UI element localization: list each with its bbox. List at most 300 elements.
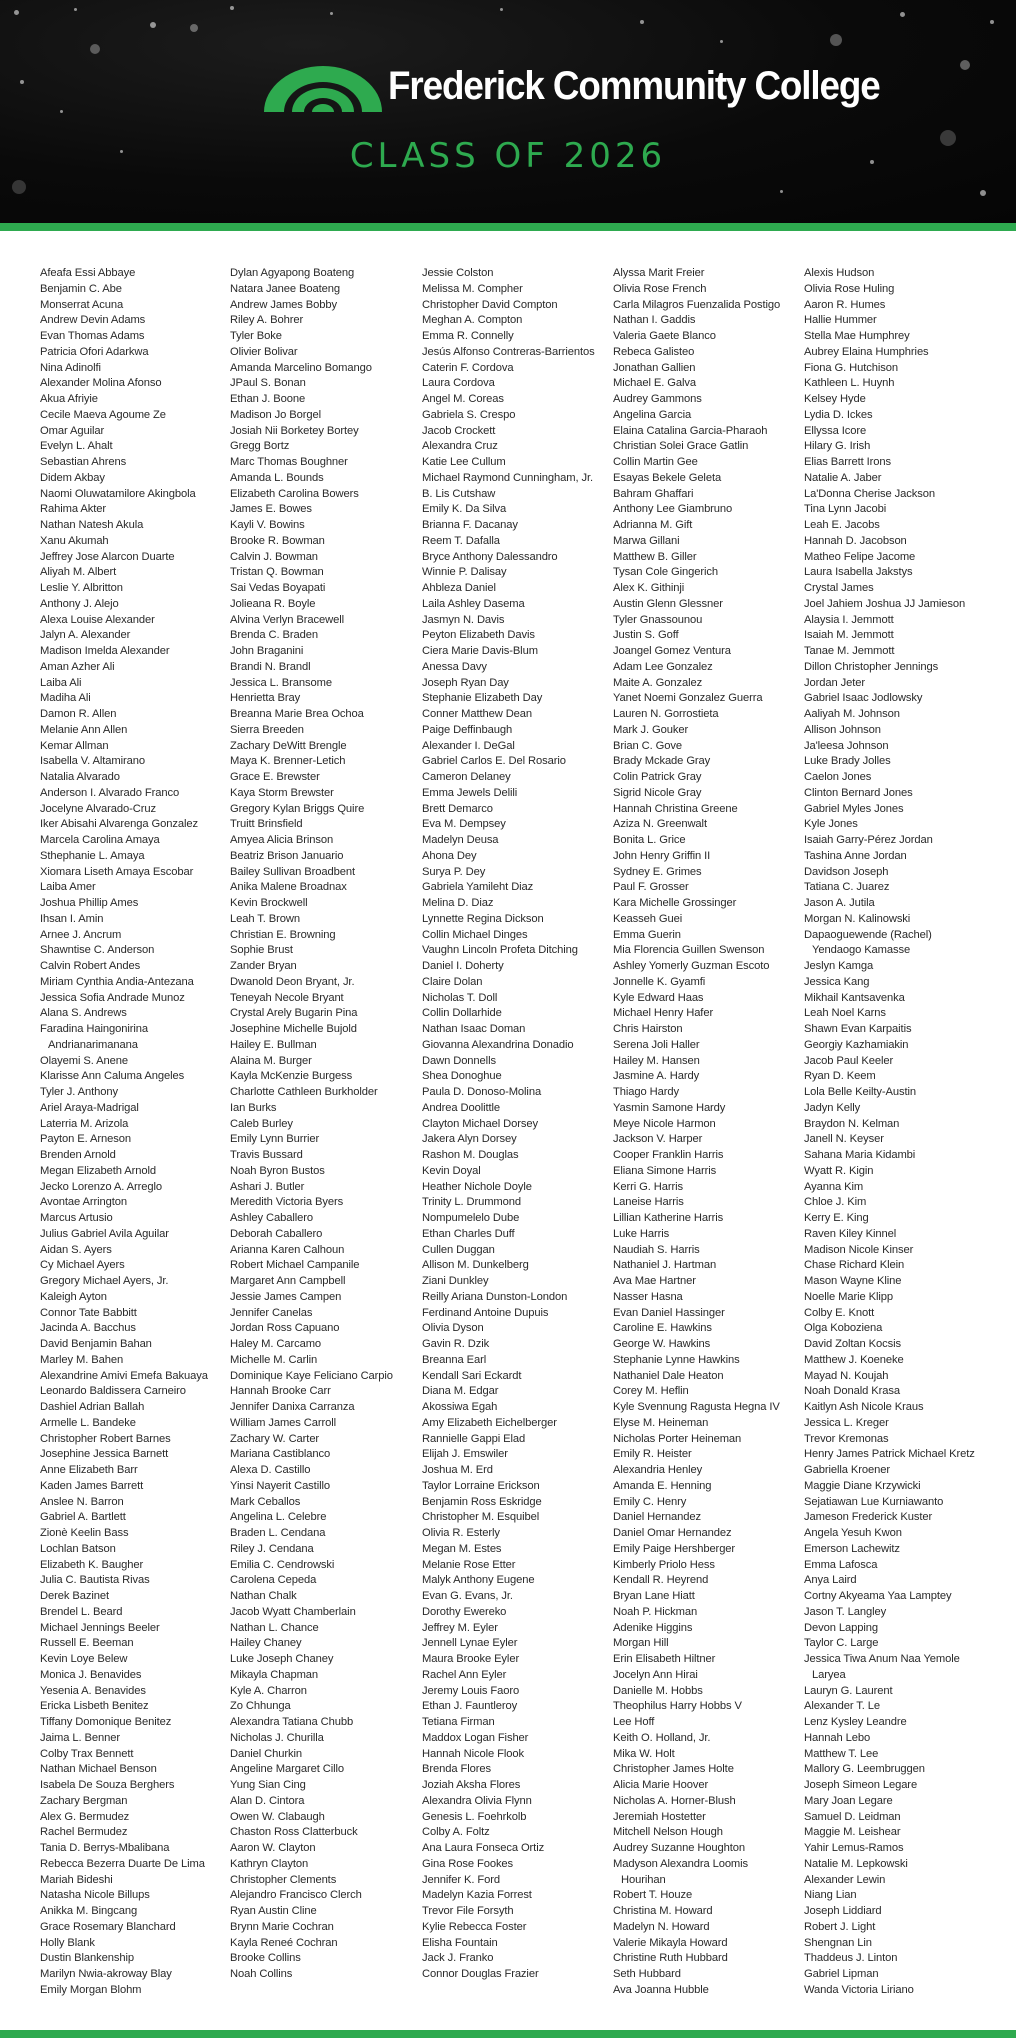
graduate-name: Yesenia A. Benavides (40, 1684, 146, 1697)
graduate-name: Holly Blank (40, 1936, 95, 1949)
graduate-name: Lochlan Batson (40, 1542, 116, 1555)
graduate-name: Luke Brady Jolles (804, 755, 891, 768)
graduate-name: Anderson I. Alvarado Franco (40, 786, 180, 799)
graduate-name: Benjamin Ross Eskridge (422, 1495, 542, 1508)
graduate-name: Isaiah M. Jemmott (804, 629, 894, 642)
graduate-name: Akua Afriyie (40, 393, 98, 405)
graduate-name: Gregory Michael Ayers, Jr. (40, 1275, 169, 1287)
graduate-name: Tania D. Berrys-Mbalibana (40, 1842, 170, 1854)
graduate-name: Laiba Amer (40, 881, 96, 894)
graduate-name: Ihsan I. Amin (40, 912, 104, 925)
graduate-name: Gabriel Carlos E. Del Rosario (422, 755, 566, 768)
graduate-name: Christine Ruth Hubbard (613, 1952, 728, 1965)
graduate-name: Michelle M. Carlin (230, 1353, 318, 1366)
graduate-name: Zachary W. Carter (230, 1432, 320, 1445)
graduate-name: Leah E. Jacobs (804, 519, 880, 531)
graduate-name: Audrey Suzanne Houghton (613, 1842, 746, 1854)
graduate-name: Crystal Arely Bugarin Pina (230, 1007, 358, 1020)
graduate-name: Brenda C. Braden (230, 629, 318, 642)
graduate-name: Colby E. Knott (804, 1306, 875, 1319)
graduate-name: Alana S. Andrews (40, 1007, 127, 1020)
graduate-name: Tina Lynn Jacobi (804, 503, 887, 516)
graduate-name: Nathan I. Gaddis (613, 314, 696, 327)
graduate-name: Eva M. Dempsey (422, 818, 506, 831)
graduate-name: Jeremy Louis Faoro (422, 1684, 520, 1697)
graduate-name: Tetiana Firman (422, 1716, 495, 1728)
graduate-name: Madyson Alexandra Loomis (613, 1857, 749, 1870)
graduate-name: Danielle M. Hobbs (613, 1684, 703, 1697)
graduate-name: Dillon Christopher Jennings (804, 660, 939, 673)
graduate-name: Madelyn Deusa (422, 834, 499, 846)
graduate-name: Davidson Joseph (804, 865, 889, 878)
graduate-name: Trevor Kremonas (804, 1432, 889, 1445)
graduate-name: Jessie Colston (422, 267, 494, 279)
graduate-name: Jason A. Jutila (804, 897, 875, 909)
graduate-name: Sthephanie L. Amaya (40, 849, 145, 862)
graduate-name: Wanda Victoria Liriano (804, 1983, 914, 1996)
graduate-name: Michael E. Galva (613, 377, 696, 390)
graduate-name: Dorothy Ewereko (422, 1605, 507, 1618)
graduate-name: Rashon M. Douglas (422, 1149, 519, 1161)
graduate-name: Luke Joseph Chaney (230, 1653, 334, 1665)
graduate-name: Emilia C. Cendrowski (230, 1558, 335, 1571)
graduate-name: Alexa Louise Alexander (40, 613, 155, 626)
graduate-name: Brian C. Gove (613, 739, 682, 752)
graduate-name: Amanda E. Henning (613, 1479, 712, 1492)
graduate-name: Diana M. Edgar (422, 1385, 499, 1398)
graduate-name: Alexandria Henley (613, 1464, 703, 1476)
graduate-name: Chloe J. Kim (804, 1196, 867, 1209)
graduate-name: Nicholas T. Doll (422, 991, 498, 1004)
graduate-name: Angel M. Coreas (422, 393, 504, 405)
graduate-name: Olayemi S. Anene (40, 1054, 128, 1067)
graduate-name: Nathaniel Dale Heaton (613, 1369, 724, 1382)
graduate-name: Elisha Fountain (422, 1936, 498, 1949)
graduate-name: Hailey M. Hansen (613, 1054, 700, 1067)
graduate-name: James E. Bowes (230, 503, 312, 516)
graduate-name: Madiha Ali (40, 692, 91, 705)
graduate-name: Jasmine A. Hardy (613, 1070, 700, 1083)
graduate-name: Evan Thomas Adams (40, 330, 145, 342)
graduate-name: Joshua Phillip Ames (40, 897, 139, 909)
graduate-name: George W. Hawkins (613, 1338, 711, 1350)
graduate-name: Aliyah M. Albert (40, 566, 117, 579)
graduate-name: Mary Joan Legare (804, 1794, 893, 1807)
graduate-name: Mallory G. Leembruggen (804, 1763, 925, 1776)
graduate-name: Zander Bryan (230, 960, 297, 972)
graduate-name: Jacob Paul Keeler (804, 1054, 894, 1067)
graduate-name: Ava Joanna Hubble (613, 1983, 709, 1996)
graduate-name: Brendel L. Beard (40, 1605, 123, 1618)
graduate-name: Jocelyn Ann Hirai (613, 1668, 698, 1681)
graduate-name: Jalyn A. Alexander (40, 629, 131, 642)
graduate-name: Kerri G. Harris (613, 1180, 683, 1193)
graduate-name: Dylan Agyapong Boateng (230, 267, 355, 279)
graduate-name: Evan Daniel Hassinger (613, 1306, 725, 1319)
graduate-name: Dawn Donnells (422, 1054, 496, 1067)
graduate-name: Zionè Keelin Bass (40, 1527, 129, 1539)
graduate-name: Arianna Karen Calhoun (230, 1243, 345, 1256)
graduate-name: Brenden Arnold (40, 1149, 116, 1161)
graduate-name: Isabella V. Altamirano (40, 755, 145, 768)
graduate-name: Cullen Duggan (422, 1243, 495, 1256)
graduate-name: Ethan J. Boone (230, 393, 306, 405)
graduate-name: Tashina Anne Jordan (804, 849, 907, 862)
graduate-name: Erin Elisabeth Hiltner (613, 1653, 716, 1665)
rainbow-arc-logo-icon (262, 60, 384, 116)
graduate-name: Maite A. Gonzalez (613, 676, 703, 689)
graduate-name: Emma Guerin (613, 928, 681, 941)
graduate-name: Yinsi Nayerit Castillo (230, 1479, 330, 1492)
graduate-name: Jacob Crockett (422, 424, 496, 437)
graduate-name: Jessica L. Bransome (230, 676, 332, 689)
graduate-name: Tyler Gnassounou (613, 613, 703, 626)
graduate-name: Kimberly Priolo Hess (613, 1558, 715, 1571)
graduate-name: Michael Jennings Beeler (40, 1621, 160, 1634)
graduate-name: Laneise Harris (613, 1196, 684, 1209)
graduate-name: Georgiy Kazhamiakin (804, 1038, 909, 1051)
graduate-name: Haley M. Carcamo (230, 1338, 322, 1350)
graduate-name: Christopher Robert Barnes (40, 1432, 171, 1445)
graduate-name: Madelyn N. Howard (613, 1920, 710, 1933)
graduate-name: Marcus Artusio (40, 1212, 113, 1224)
graduate-name: Xanu Akumah (40, 534, 109, 547)
graduate-name: Rannielle Gappi Elad (422, 1432, 526, 1445)
graduate-name: Jessica Sofia Andrade Munoz (40, 991, 185, 1004)
graduate-name: Bonita L. Grice (613, 834, 686, 846)
graduate-name: Cooper Franklin Harris (613, 1149, 724, 1161)
graduate-name: Alaysia I. Jemmott (804, 613, 894, 626)
graduate-name: Kaitlyn Ash Nicole Kraus (804, 1401, 924, 1413)
graduate-name: Charlotte Cathleen Burkholder (230, 1086, 378, 1098)
graduate-name: Wyatt R. Kigin (804, 1164, 874, 1177)
graduate-name: Maggie Diane Krzywicki (804, 1479, 921, 1492)
graduate-name: Marley M. Bahen (40, 1353, 124, 1366)
name-column-1 (40, 266, 228, 1999)
graduate-name: John Henry Griffin II (613, 849, 711, 862)
graduate-name: Emma Jewels Delili (422, 786, 518, 799)
graduate-name: Braydon N. Kelman (804, 1117, 900, 1130)
graduate-name: Fiona G. Hutchison (804, 361, 898, 374)
graduate-name: David Benjamin Bahan (40, 1338, 152, 1350)
graduate-name: Kevin Doyal (422, 1164, 481, 1177)
graduate-name: Noelle Marie Klipp (804, 1290, 893, 1303)
graduate-name: Jacob Wyatt Chamberlain (230, 1605, 356, 1618)
graduate-name: Andrea Doolittle (422, 1101, 501, 1114)
graduate-name: Gabriel Lipman (804, 1968, 879, 1980)
graduate-name: Alexandra Cruz (422, 440, 498, 453)
graduate-name: Shawn Evan Karpaitis (804, 1023, 912, 1035)
graduate-name: Dapaoguewende (Rachel) (804, 928, 932, 941)
graduate-name: Eliana Simone Harris (613, 1164, 717, 1177)
graduate-name: Audrey Gammons (613, 393, 702, 405)
graduate-name: Nicholas Porter Heineman (613, 1432, 742, 1445)
graduate-name: Ericka Lisbeth Benitez (40, 1700, 149, 1713)
graduate-name: Kathryn Clayton (230, 1857, 309, 1870)
graduate-name: Natalie A. Jaber (804, 471, 882, 484)
graduate-name: Matthew B. Giller (613, 550, 697, 563)
graduate-name: Natasha Nicole Billups (40, 1889, 150, 1902)
graduate-name: Devon Lapping (804, 1621, 878, 1634)
graduate-name: Mariana Castiblanco (230, 1448, 331, 1461)
graduate-name: Anthony J. Alejo (40, 597, 119, 610)
graduate-name: Robert J. Light (804, 1920, 876, 1933)
graduate-name: Anslee N. Barron (40, 1495, 124, 1508)
graduate-name: Caroline E. Hawkins (613, 1322, 712, 1335)
graduate-name: Joseph Simeon Legare (804, 1779, 918, 1791)
graduate-name: Jessica L. Kreger (804, 1416, 889, 1429)
graduate-name: Miriam Cynthia Andia-Antezana (40, 975, 194, 988)
footer-divider (0, 2030, 1016, 2038)
graduate-name: Connor Tate Babbitt (40, 1306, 137, 1319)
graduate-name: Sierra Breeden (230, 723, 304, 736)
graduate-name: Ana Laura Fonseca Ortiz (422, 1842, 545, 1854)
graduate-name: Kyle Edward Haas (613, 991, 704, 1004)
graduate-name: Ja'leesa Johnson (804, 739, 889, 752)
graduate-name: Deborah Caballero (230, 1227, 323, 1240)
graduate-name: Melanie Rose Etter (422, 1558, 516, 1571)
graduate-name: Allison M. Dunkelberg (422, 1259, 529, 1272)
graduate-name: Carla Milagros Fuenzalida Postigo (613, 298, 781, 311)
graduate-name: Alexander T. Le (804, 1700, 881, 1713)
graduate-name: Jennell Lynae Eyler (422, 1637, 518, 1650)
graduate-name: Laiba Ali (40, 676, 82, 689)
graduate-name: Madison Imelda Alexander (40, 645, 170, 657)
graduate-name: Anessa Davy (422, 660, 487, 673)
graduate-name: Kaya Storm Brewster (230, 786, 334, 799)
graduate-name: Samuel D. Leidman (804, 1810, 901, 1823)
graduate-name: Breanna Marie Brea Ochoa (230, 708, 364, 720)
college-logo (262, 56, 880, 116)
graduate-name: Laryea (812, 1668, 846, 1681)
name-column-3 (422, 266, 610, 1983)
graduate-name: Natalie M. Lepkowski (804, 1857, 908, 1870)
graduate-name: Nathan Isaac Doman (422, 1023, 526, 1035)
graduate-name: Gabriel Myles Jones (804, 802, 904, 815)
graduate-name: Zachary Bergman (40, 1794, 128, 1807)
graduate-name: Olivia R. Esterly (422, 1527, 500, 1539)
graduate-name: Andrew James Bobby (230, 298, 338, 311)
graduate-name: Breanna Earl (422, 1353, 487, 1366)
graduate-name: B. Lis Cutshaw (422, 487, 496, 500)
graduate-name: Truitt Brinsfield (230, 818, 303, 831)
graduate-name: Corey M. Heflin (613, 1385, 689, 1398)
graduate-name: Evelyn L. Ahalt (40, 440, 113, 453)
graduate-name: Hailey E. Bullman (230, 1038, 317, 1051)
graduate-name: Yahir Lemus-Ramos (804, 1842, 904, 1854)
graduate-name: Zo Chhunga (230, 1700, 291, 1713)
graduate-name: Emily K. Da Silva (422, 503, 507, 516)
graduate-name: Nathan Natesh Akula (40, 519, 144, 531)
graduate-name: Rebeca Galisteo (613, 345, 695, 358)
graduate-name: Isaiah Garry-Pérez Jordan (804, 834, 933, 846)
graduate-name: Cy Michael Ayers (40, 1259, 125, 1272)
graduate-name: Julius Gabriel Avila Aguilar (40, 1227, 169, 1240)
graduate-name: Jonnelle K. Gyamfi (613, 975, 706, 988)
graduate-name: Kaleigh Ayton (40, 1290, 107, 1303)
graduate-name: Alexandra Tatiana Chubb (230, 1716, 354, 1728)
graduate-name: Gabriel A. Bartlett (40, 1511, 126, 1524)
graduate-name: Kyle A. Charron (230, 1684, 307, 1697)
graduate-name: Josiah Nii Borketey Bortey (230, 424, 359, 437)
graduate-name: Lydia D. Ickes (804, 408, 873, 421)
graduate-name: Andrew Devin Adams (40, 314, 146, 327)
graduate-name: Zachary DeWitt Brengle (230, 739, 347, 752)
graduate-name: Brett Demarco (422, 802, 493, 815)
graduate-name: Alexa D. Castillo (230, 1464, 311, 1476)
graduate-name: Daniel Hernandez (613, 1511, 701, 1524)
graduate-name: Ryan D. Keem (804, 1070, 876, 1083)
graduate-name: Taylor Lorraine Erickson (422, 1479, 540, 1492)
graduate-name: Ahbleza Daniel (422, 582, 496, 594)
graduate-name: Alejandro Francisco Clerch (230, 1889, 362, 1902)
graduate-name: Kyle Jones (804, 818, 858, 831)
graduate-name: Olivia Rose French (613, 282, 707, 295)
graduate-name: Megan Elizabeth Arnold (40, 1164, 156, 1177)
graduate-name: Emerson Lachewitz (804, 1542, 900, 1555)
graduate-name: Joel Jahiem Joshua JJ Jamieson (804, 597, 966, 610)
graduate-name: Leslie Y. Albritton (40, 582, 123, 594)
graduate-name: Isabela De Souza Berghers (40, 1779, 175, 1791)
graduate-name: Anya Laird (804, 1574, 857, 1587)
graduate-name: Brandi N. Brandl (230, 660, 311, 673)
graduate-name: Ian Burks (230, 1101, 277, 1114)
graduate-name: Bryce Anthony Dalessandro (422, 550, 558, 563)
graduate-name: Xiomara Liseth Amaya Escobar (40, 865, 194, 878)
graduate-name: Ryan Austin Cline (230, 1905, 317, 1917)
graduate-name: Reilly Ariana Dunston-London (422, 1290, 568, 1303)
graduate-name: Ethan J. Fauntleroy (422, 1700, 518, 1713)
graduate-name: Noah Byron Bustos (230, 1164, 325, 1177)
graduate-name: Heather Nichole Doyle (422, 1180, 532, 1193)
graduate-name: Jecko Lorenzo A. Arreglo (40, 1180, 162, 1193)
graduate-name: Keith O. Holland, Jr. (613, 1731, 711, 1744)
graduate-name: Winnie P. Dalisay (422, 566, 507, 579)
graduate-name: Paige Deffinbaugh (422, 723, 513, 736)
graduate-name: Nathan L. Chance (230, 1621, 319, 1634)
graduate-name: Nasser Hasna (613, 1290, 683, 1303)
graduate-name: Trinity L. Drummond (422, 1196, 522, 1209)
graduate-name: Reem T. Dafalla (422, 534, 500, 547)
graduate-name: Robert T. Houze (613, 1889, 693, 1902)
graduate-name: Jack J. Franko (422, 1952, 494, 1965)
graduate-name: Braden L. Cendana (230, 1527, 326, 1539)
graduate-name: Calvin J. Bowman (230, 550, 318, 563)
name-column-5 (804, 266, 992, 1999)
graduate-name: Raven Kiley Kinnel (804, 1227, 897, 1240)
name-column-4 (613, 266, 801, 1999)
graduate-name: Emily C. Henry (613, 1495, 687, 1508)
graduate-name: Aaron W. Clayton (230, 1842, 316, 1854)
graduate-name: Hannah Lebo (804, 1731, 871, 1744)
graduate-name: Janell N. Keyser (804, 1133, 884, 1146)
graduate-name: Jordan Jeter (804, 676, 865, 689)
graduate-name: Rachel Ann Eyler (422, 1668, 507, 1681)
graduate-name: Meye Nicole Harmon (613, 1117, 716, 1130)
graduate-name: Brynn Marie Cochran (230, 1920, 334, 1933)
graduate-name: Olivia Dyson (422, 1322, 484, 1335)
graduate-name: Kayla Reneé Cochran (230, 1936, 338, 1949)
graduate-name: Conner Matthew Dean (422, 708, 533, 720)
graduate-name: Joziah Aksha Flores (422, 1779, 521, 1791)
graduate-name: Dominique Kaye Feliciano Carpio (230, 1369, 393, 1382)
graduate-name: Robert Michael Campanile (230, 1259, 360, 1272)
graduate-name: Ariel Araya-Madrigal (40, 1101, 139, 1114)
graduate-name: Yasmin Samone Hardy (613, 1101, 726, 1114)
college-name: Frederick Community College (388, 64, 880, 108)
graduate-name: Chris Hairston (613, 1023, 683, 1035)
graduate-name: Sophie Brust (230, 944, 293, 957)
graduate-name: Aziza N. Greenwalt (613, 818, 707, 831)
graduate-name: Elaina Catalina Garcia-Pharaoh (613, 424, 768, 437)
graduate-name: Nicholas J. Churilla (230, 1731, 324, 1744)
graduate-name: Joseph Liddiard (804, 1905, 882, 1917)
graduate-name: Alan D. Cintora (230, 1794, 305, 1807)
graduate-name: Alexander I. DeGal (422, 739, 515, 752)
graduate-name: Derek Bazinet (40, 1590, 109, 1602)
graduate-name: Nina Adinolfi (40, 361, 101, 374)
graduate-name: Giovanna Alexandrina Donadio (422, 1038, 574, 1051)
graduate-name: Meghan A. Compton (422, 314, 523, 327)
graduate-name: Akossiwa Egah (422, 1401, 498, 1413)
graduate-name: Tyler J. Anthony (40, 1086, 118, 1098)
graduate-name: Sai Vedas Boyapati (230, 582, 326, 594)
graduate-name: Hourihan (621, 1873, 666, 1886)
graduate-name: Kemar Allman (40, 739, 109, 752)
graduate-name: Hilary G. Irish (804, 440, 871, 453)
graduate-name: Beatriz Brison Januario (230, 849, 344, 862)
graduate-name: Hannah D. Jacobson (804, 534, 907, 547)
graduate-name: Mika W. Holt (613, 1747, 675, 1760)
graduate-name: Gabriella Kroener (804, 1464, 890, 1476)
graduate-name: Riley A. Bohrer (230, 314, 304, 327)
graduate-name: Tanae M. Jemmott (804, 645, 895, 657)
graduate-name: Jennifer Danixa Carranza (230, 1401, 355, 1413)
graduate-name: Ahona Dey (422, 849, 477, 862)
graduate-name: Andrianarimanana (48, 1038, 138, 1051)
graduate-name: Madison Nicole Kinser (804, 1243, 914, 1256)
graduate-name: Jesús Alfonso Contreras-Barrientos (422, 345, 595, 358)
graduate-name: Meredith Victoria Byers (230, 1196, 344, 1209)
graduate-name: Jackson V. Harper (613, 1133, 703, 1146)
graduate-name: Gina Rose Fookes (422, 1857, 514, 1870)
graduate-name: Marc Thomas Boughner (230, 456, 348, 468)
graduate-name: Sebastian Ahrens (40, 456, 127, 468)
graduate-name: Kathleen L. Huynh (804, 377, 895, 390)
graduate-name: Shawntise C. Anderson (40, 944, 155, 957)
graduate-name: Surya P. Dey (422, 865, 486, 878)
graduate-name: Niang Lian (804, 1889, 857, 1902)
graduate-name: Angeline Margaret Cillo (230, 1763, 344, 1776)
graduate-name: Melissa M. Compher (422, 282, 523, 295)
graduate-name: Michael Henry Hafer (613, 1007, 714, 1020)
graduate-name: Morgan Hill (613, 1637, 669, 1650)
graduate-name: Ava Mae Hartner (613, 1275, 696, 1287)
graduate-name: Maggie M. Leishear (804, 1826, 901, 1839)
graduate-name: Emily R. Heister (613, 1448, 692, 1461)
graduate-name: Maura Brooke Eyler (422, 1653, 520, 1665)
graduate-name: Ethan Charles Duff (422, 1227, 515, 1240)
graduate-name: Melina D. Diaz (422, 897, 494, 909)
graduate-name: Henrietta Bray (230, 692, 301, 705)
graduate-name: Monica J. Benavides (40, 1668, 142, 1681)
graduate-name: Kyle Svennung Ragusta Hegna IV (613, 1401, 780, 1413)
graduate-name: Adrianna M. Gift (613, 519, 693, 531)
graduate-name: Claire Dolan (422, 975, 483, 988)
graduate-name: Aaron R. Humes (804, 298, 886, 311)
graduate-name: Lenz Kysley Leandre (804, 1716, 907, 1728)
name-column-2 (230, 266, 418, 1983)
